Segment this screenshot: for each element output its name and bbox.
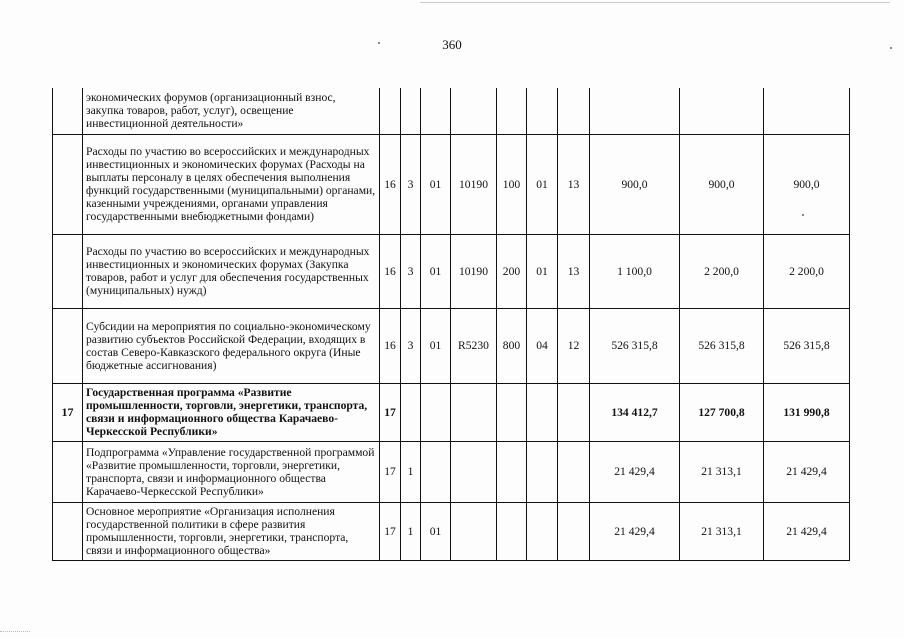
code-cell: 16 — [380, 234, 401, 308]
code-cell — [497, 502, 527, 560]
code-cell: 3 — [401, 234, 421, 308]
amount-cell: 21 429,4 — [590, 441, 680, 502]
row-number-cell — [53, 88, 83, 134]
code-cell: 10190 — [451, 134, 497, 234]
code-cell — [451, 502, 497, 560]
code-cell: 1 — [401, 441, 421, 502]
table-row — [53, 234, 850, 308]
amount-cell — [764, 88, 850, 134]
table-row — [53, 441, 850, 502]
table-row — [53, 383, 850, 441]
code-cell: 13 — [558, 134, 590, 234]
amount-cell — [680, 88, 764, 134]
amount-cell: 900,0 — [764, 134, 850, 234]
code-cell: 17 — [380, 441, 401, 502]
code-cell: 01 — [421, 234, 451, 308]
code-cell — [497, 88, 527, 134]
row-number-cell — [53, 441, 83, 502]
code-cell: 01 — [421, 502, 451, 560]
amount-cell: 131 990,8 — [764, 383, 850, 441]
code-cell — [558, 88, 590, 134]
row-number-cell — [53, 134, 83, 234]
row-number-cell: 17 — [53, 383, 83, 441]
code-cell — [497, 383, 527, 441]
description-cell: Подпрограмма «Управление государственной программой «Развитие промышленности, торговли, энергетики, транспорта, связи и информационного общества Карачаево-Черкесской Республики» — [83, 441, 380, 502]
amount-cell: 127 700,8 — [680, 383, 764, 441]
code-cell: 3 — [401, 308, 421, 383]
table-row — [53, 88, 850, 134]
amount-cell: 526 315,8 — [764, 308, 850, 383]
code-cell: 16 — [380, 308, 401, 383]
table-row — [53, 134, 850, 234]
amount-cell: 21 429,4 — [764, 502, 850, 560]
code-cell — [527, 502, 558, 560]
code-cell: R5230 — [451, 308, 497, 383]
row-number-cell — [53, 502, 83, 560]
code-cell — [558, 383, 590, 441]
code-cell — [451, 441, 497, 502]
code-cell: 17 — [380, 383, 401, 441]
code-cell — [401, 383, 421, 441]
budget-table — [52, 88, 850, 561]
amount-cell: 21 429,4 — [764, 441, 850, 502]
code-cell — [527, 441, 558, 502]
code-cell: 17 — [380, 502, 401, 560]
code-cell: 800 — [497, 308, 527, 383]
page-number: 360 — [442, 37, 462, 52]
amount-cell: 526 315,8 — [680, 308, 764, 383]
amount-cell: 1 100,0 — [590, 234, 680, 308]
table-row — [53, 308, 850, 383]
description-cell: Основное мероприятие «Организация исполнения государственной политики в сфере развития промышленности, торговли, энергетики, транспорта, связи и информационного общества» — [83, 502, 380, 560]
code-cell: 100 — [497, 134, 527, 234]
code-cell: 01 — [527, 134, 558, 234]
code-cell: 10190 — [451, 234, 497, 308]
scan-artifact-margin — [0, 631, 30, 632]
amount-cell: 526 315,8 — [590, 308, 680, 383]
amount-cell: 2 200,0 — [764, 234, 850, 308]
code-cell: 13 — [558, 234, 590, 308]
code-cell — [421, 441, 451, 502]
code-cell: 16 — [380, 134, 401, 234]
code-cell: 3 — [401, 134, 421, 234]
code-cell — [527, 383, 558, 441]
code-cell — [527, 88, 558, 134]
amount-cell: 900,0 — [680, 134, 764, 234]
amount-cell — [590, 88, 680, 134]
amount-cell: 2 200,0 — [680, 234, 764, 308]
table-row — [53, 502, 850, 560]
amount-cell: 21 313,1 — [680, 502, 764, 560]
code-cell: 200 — [497, 234, 527, 308]
code-cell: 12 — [558, 308, 590, 383]
code-cell — [421, 88, 451, 134]
code-cell — [558, 441, 590, 502]
code-cell — [421, 383, 451, 441]
code-cell: 1 — [401, 502, 421, 560]
code-cell: 01 — [527, 234, 558, 308]
row-number-cell — [53, 308, 83, 383]
description-cell: экономических форумов (организационный взнос, закупка товаров, работ, услуг), освещение инвестиционной деятельности» — [83, 88, 380, 134]
code-cell — [558, 502, 590, 560]
amount-cell: 134 412,7 — [590, 383, 680, 441]
code-cell — [497, 441, 527, 502]
description-cell: Государственная программа «Развитие промышленности, торговли, энергетики, транспорта, связи и информационного общества Карачаево-Черкесской Республики» — [83, 383, 380, 441]
code-cell: 01 — [421, 134, 451, 234]
code-cell: 01 — [421, 308, 451, 383]
row-number-cell — [53, 234, 83, 308]
scan-artifact-line — [420, 2, 890, 3]
code-cell — [451, 383, 497, 441]
code-cell — [401, 88, 421, 134]
code-cell — [380, 88, 401, 134]
code-cell — [451, 88, 497, 134]
amount-cell: 21 313,1 — [680, 441, 764, 502]
amount-cell: 900,0 — [590, 134, 680, 234]
code-cell: 04 — [527, 308, 558, 383]
description-cell: Субсидии на мероприятия по социально-экономическому развитию субъектов Российской Федерации, входящих в состав Северо-Кавказского федерального округа (Иные бюджетные ассигнования) — [83, 308, 380, 383]
description-cell: Расходы по участию во всероссийских и международных инвестиционных и экономических форумах (Закупка товаров, работ и услуг для обеспечения государственных (муниципальных) нужд) — [83, 234, 380, 308]
amount-cell: 21 429,4 — [590, 502, 680, 560]
description-cell: Расходы по участию во всероссийских и международных инвестиционных и экономических форумах (Расходы на выплаты персоналу в целях обеспечения выполнения функций государственными (муниципальными) органами, казенными учреждениями, органами управления государственными внебюджетными фондами) — [83, 134, 380, 234]
